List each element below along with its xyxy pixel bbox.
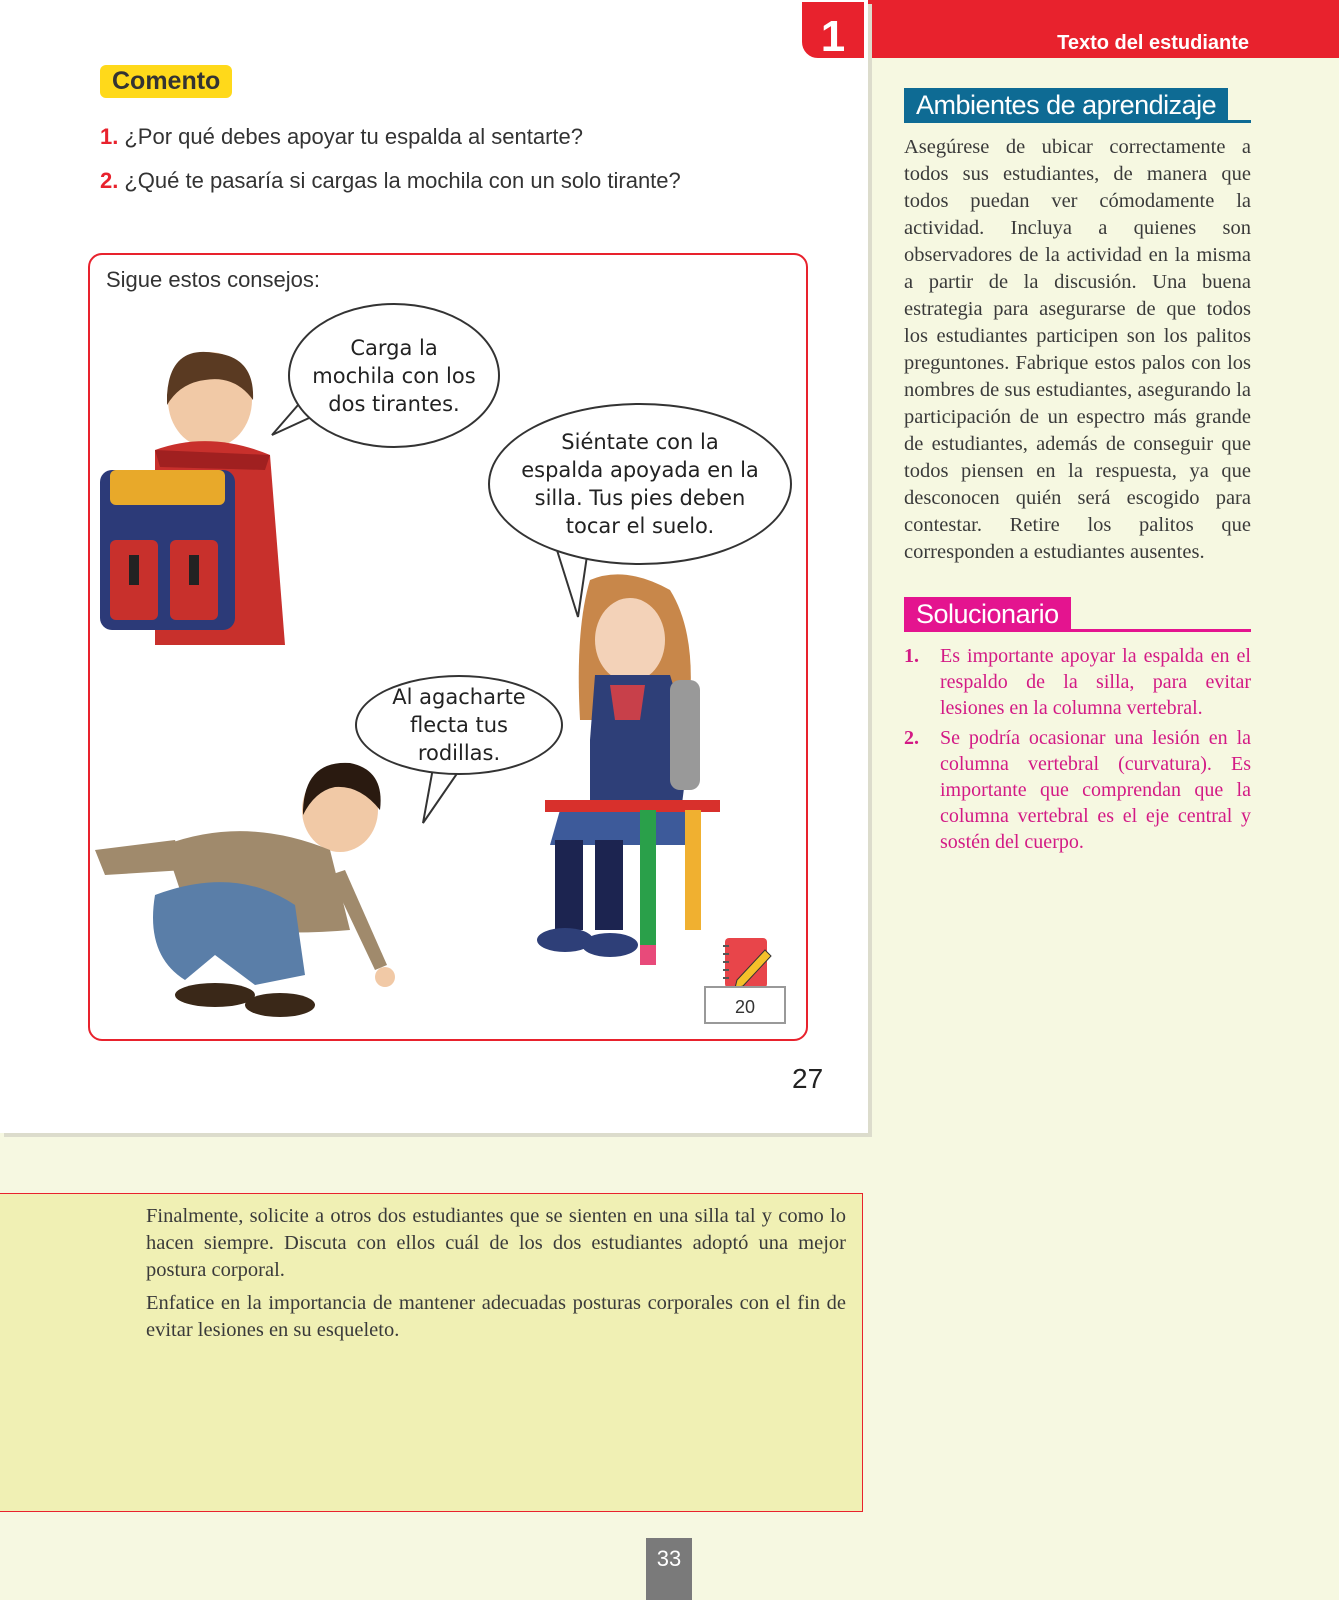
solucionario-title: Solucionario xyxy=(904,597,1071,632)
question-text: ¿Por qué debes apoyar tu espalda al sentarte? xyxy=(124,124,583,149)
answer-text: Es importante apoyar la espalda en el respaldo de la silla, para evitar lesiones en la columna vertebral. xyxy=(940,645,1251,719)
tips-title: Sigue estos consejos: xyxy=(106,267,321,292)
unit-number-tab: 1 xyxy=(800,0,866,60)
student-page-number: 27 xyxy=(792,1063,824,1094)
comento-label: Comento xyxy=(100,65,232,98)
ambientes-text: Asegúrese de ubicar correctamente a todos sus estudiantes, de manera que todos puedan ver cómodamente la actividad. Incluya a quienes son observadores de la actividad en la misma a partir de la discusión. Una buena estrategia para asegurarse de que todos los estudiantes participen son los palitos preguntones. Fabrique estos palos con los nombres de sus estudiantes, asegurando la participación de un espectro más grande de estudiantes, además de conseguir que todos piensen en la respuesta, ya que desconocen quién será escogido para contestar. Retire los palitos que corresponden a estudiantes ausentes. xyxy=(904,136,1251,563)
question-1 xyxy=(100,124,583,150)
answer-item xyxy=(904,643,1251,721)
answer-number: 2. xyxy=(904,727,919,749)
question-number: 2. xyxy=(100,168,119,193)
speech-bubble-crouch: Al agacharte flecta tus rodillas. xyxy=(355,675,563,775)
speech-bubble-sitting: Siéntate con la espalda apoyada en la silla. Tus pies deben tocar el suelo. xyxy=(488,403,792,565)
notebook-pencil-icon xyxy=(721,936,773,990)
heading-rule xyxy=(1228,120,1251,123)
question-text: ¿Qué te pasaría si cargas la mochila con un solo tirante? xyxy=(124,168,681,193)
solucionario-heading xyxy=(904,597,1251,632)
answer-text: Se podría ocasionar una lesión en la columna vertebral (curvatura). Es importante que comprendan que la columna vertebral es el eje central y sostén del cuerpo. xyxy=(940,727,1251,853)
teacher-notes-text xyxy=(146,1203,846,1350)
boy-backpack-photo xyxy=(95,345,295,665)
ambientes-title: Ambientes de aprendizaje xyxy=(904,88,1228,123)
answer-number: 1. xyxy=(904,645,919,667)
heading-rule xyxy=(1071,629,1251,632)
notes-paragraph: Finalmente, solicite a otros dos estudiantes que se sienten en una silla tal y como lo hacen siempre. Discuta con ellos cuál de los dos estudiantes adoptó una mejor postura corporal. xyxy=(146,1205,846,1281)
page-number: 33 xyxy=(646,1538,692,1600)
girl-chair-photo xyxy=(520,570,730,970)
speech-bubble-backpack: Carga la mochila con los dos tirantes. xyxy=(288,303,500,448)
question-number: 1. xyxy=(100,124,119,149)
header-title: Texto del estudiante xyxy=(1057,32,1249,54)
question-2 xyxy=(100,168,681,194)
notes-paragraph: Enfatice en la importancia de mantener adecuadas posturas corporales con el fin de evitar lesiones en su esqueleto. xyxy=(146,1292,846,1341)
activity-counter: 20 xyxy=(704,986,786,1024)
crouching-boy-photo xyxy=(95,755,405,1025)
answers-list xyxy=(904,643,1251,859)
answer-item xyxy=(904,725,1251,855)
ambientes-heading xyxy=(904,88,1251,123)
